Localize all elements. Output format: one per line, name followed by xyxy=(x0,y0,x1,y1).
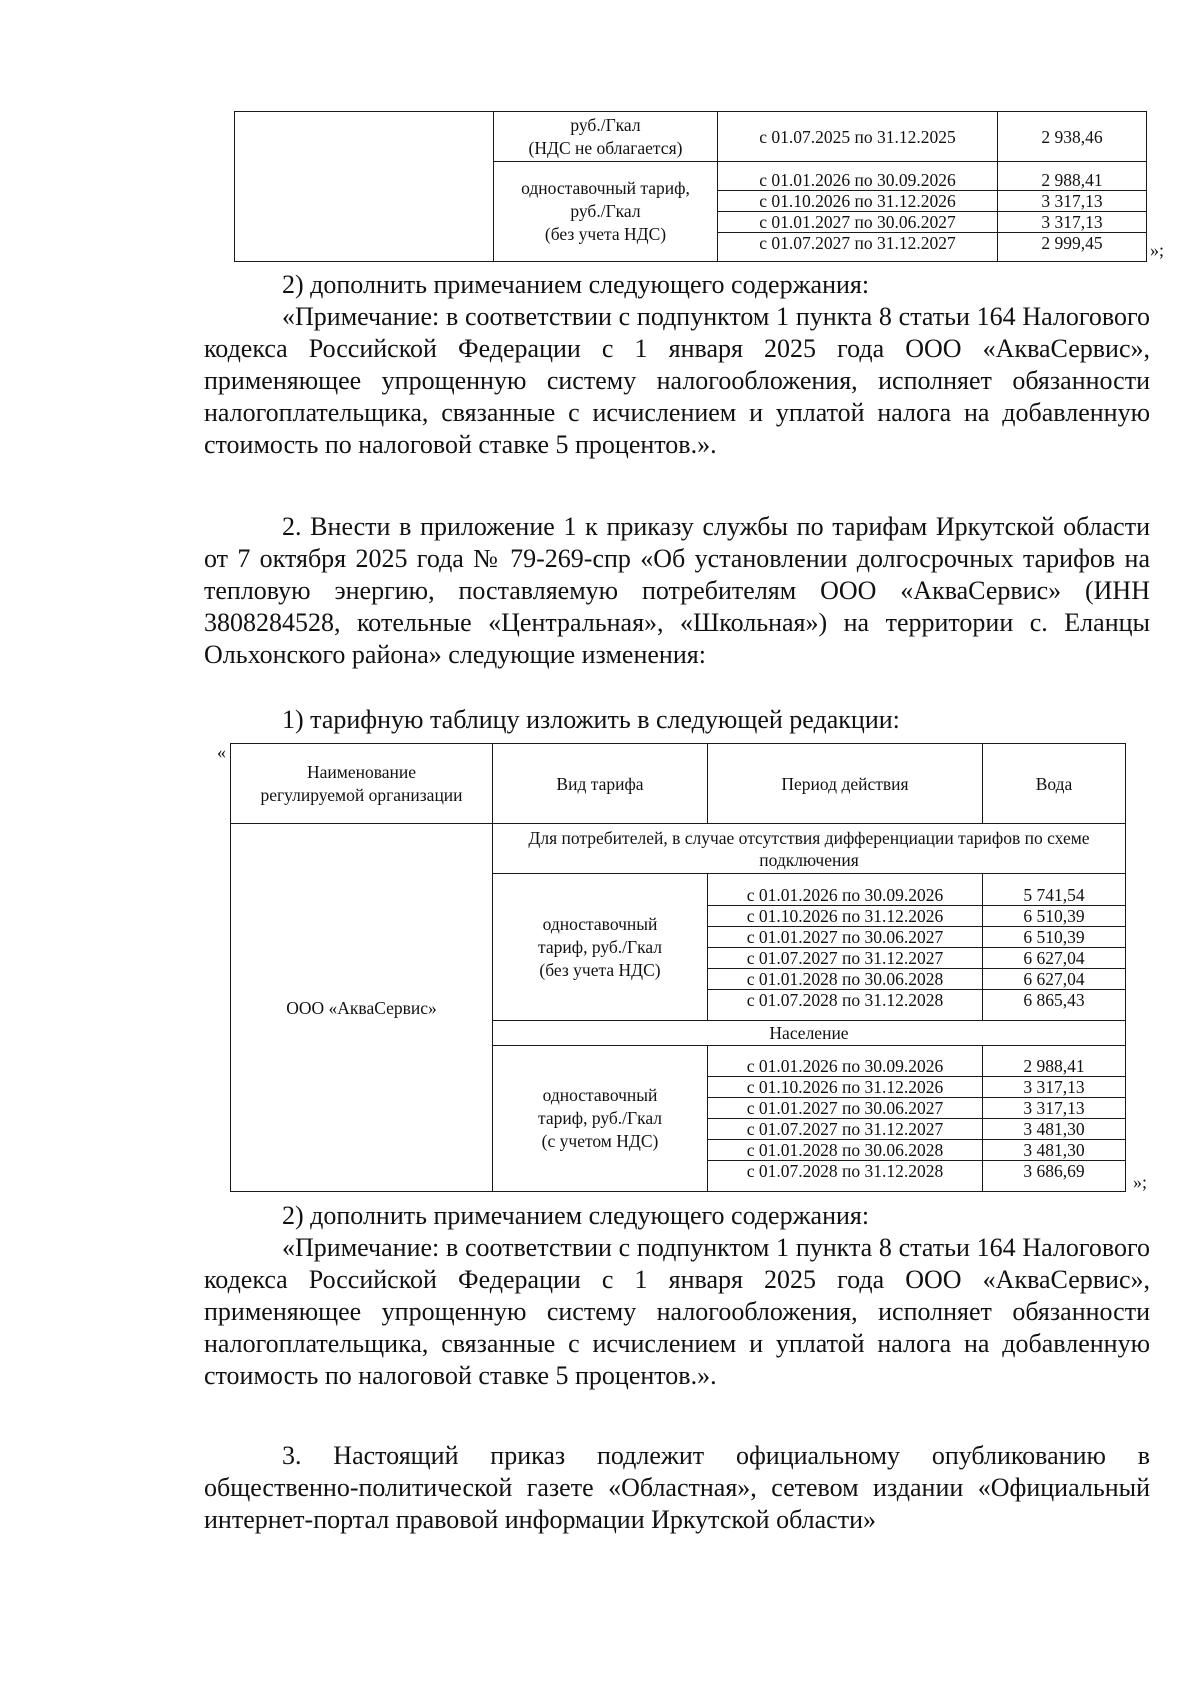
value-cell: 2 999,45 xyxy=(1041,233,1103,253)
note-paragraph: «Примечание: в соответствии с подпунктом 1 пункта 8 статьи 164 Налогового кодекса Российской Федерации с 1 января 2025 года ООО «АкваСервис», применяющее упрощенную систему налогообложения, исполняет обязанности налогоплательщика, связанные с исчислением и уплатой налога на добавленную стоимость по налоговой ставке 5 процентов.». xyxy=(204,302,1150,459)
group-1-value-column xyxy=(983,874,1126,1021)
main-tariff-table xyxy=(230,743,1126,1192)
group-2-tariff-type: одноставочный тариф, руб./Гкал (с учетом НДС) xyxy=(493,1046,708,1192)
section-3-paragraph: 3. Настоящий приказ подлежит официальному опубликованию в общественно-политической газете «Областная», сетевом издании «Официальный интернет-портал правовой информации Иркутской области» xyxy=(204,1441,1150,1534)
value-cell: 3 481,30 xyxy=(983,1140,1125,1161)
period-cell: с 01.07.2028 по 31.12.2028 xyxy=(746,989,944,1010)
value-cell: 3 686,69 xyxy=(1023,1161,1085,1181)
period-cell: с 01.01.2026 по 30.09.2026 xyxy=(718,170,997,191)
period-cell: с 01.10.2026 по 31.12.2026 xyxy=(708,1077,982,1098)
period-cell: с 01.07.2028 по 31.12.2028 xyxy=(746,1161,944,1181)
group-2-title: Население xyxy=(493,1021,1126,1046)
exempt-period-cell: с 01.07.2025 по 31.12.2025 xyxy=(718,112,998,162)
period-cell: с 01.10.2026 по 31.12.2026 xyxy=(718,191,997,212)
value-cell: 6 627,04 xyxy=(983,948,1125,969)
value-cell: 3 317,13 xyxy=(998,212,1146,233)
period-cell: с 01.10.2026 по 31.12.2026 xyxy=(708,906,982,927)
value-cell: 6 627,04 xyxy=(983,969,1125,990)
vat-exempt-unit-cell: руб./Гкал (НДС не облагается) xyxy=(494,112,718,162)
note-item-heading: 2) дополнить примечанием следующего содержания: xyxy=(282,270,870,299)
period-cell: с 01.01.2027 по 30.06.2027 xyxy=(718,212,997,233)
period-cell: с 01.01.2026 по 30.09.2026 xyxy=(708,885,982,906)
group-1-title: Для потребителей, в случае отсутствия дифференциации тарифов по схеме подключения xyxy=(493,824,1126,874)
group-2-value-column xyxy=(983,1046,1126,1192)
period-cell: с 01.01.2026 по 30.09.2026 xyxy=(708,1056,982,1077)
table-item-heading: 1) тарифную таблицу изложить в следующей редакции: xyxy=(282,705,900,734)
header-period: Период действия xyxy=(708,744,983,824)
value-column xyxy=(998,162,1147,262)
table-open-quote: « xyxy=(217,742,226,762)
header-water: Вода xyxy=(983,744,1126,824)
note-paragraph: «Примечание: в соответствии с подпунктом 1 пункта 8 статьи 164 Налогового кодекса Российской Федерации с 1 января 2025 года ООО «АкваСервис», применяющее упрощенную систему налогообложения, исполняет обязанности налогоплательщика, связанные с исчислением и уплатой налога на добавленную стоимость по налоговой ставке 5 процентов.». xyxy=(204,1233,1150,1390)
value-cell: 6 865,43 xyxy=(1023,989,1085,1010)
period-cell: с 01.07.2027 по 31.12.2027 xyxy=(708,948,982,969)
period-cell: с 01.01.2027 по 30.06.2027 xyxy=(708,927,982,948)
period-column xyxy=(718,162,998,262)
period-cell: с 01.01.2028 по 30.06.2028 xyxy=(708,969,982,990)
empty-org-cell xyxy=(235,112,494,262)
value-cell: 2 988,41 xyxy=(998,170,1146,191)
top-tariff-table xyxy=(234,111,1147,262)
group-2-period-column xyxy=(708,1046,983,1192)
period-cell: с 01.07.2027 по 31.12.2027 xyxy=(759,233,956,253)
header-tariff-type: Вид тарифа xyxy=(493,744,708,824)
group-1-period-column xyxy=(708,874,983,1021)
value-cell: 2 988,41 xyxy=(983,1056,1125,1077)
value-cell: 3 317,13 xyxy=(998,191,1146,212)
value-cell: 3 317,13 xyxy=(983,1098,1125,1119)
header-org: Наименование регулируемой организации xyxy=(231,744,493,824)
period-cell: с 01.01.2027 по 30.06.2027 xyxy=(708,1098,982,1119)
period-cell: с 01.07.2027 по 31.12.2027 xyxy=(708,1119,982,1140)
period-cell: с 01.01.2028 по 30.06.2028 xyxy=(708,1140,982,1161)
table-close-quote: »; xyxy=(1150,240,1165,260)
section-2-paragraph: 2. Внести в приложение 1 к приказу службы по тарифам Иркутской области от 7 октября 2025 года № 79-269-спр «Об установлении долгосрочных тарифов на тепловую энергию, поставляемую потребителям ООО «АкваСервис» (ИНН 3808284528, котельные «Центральная», «Школьная») на территории с. Еланцы Ольхонского района» следующие изменения: xyxy=(204,512,1150,669)
group-1-tariff-type: одноставочный тариф, руб./Гкал (без учета НДС) xyxy=(493,874,708,1021)
org-name-cell: ООО «АкваСервис» xyxy=(231,824,493,1192)
value-cell: 3 481,30 xyxy=(983,1119,1125,1140)
table-close-quote: »; xyxy=(1133,1172,1148,1192)
tariff-type-cell: одноставочный тариф, руб./Гкал (без учета НДС) xyxy=(494,162,718,262)
value-cell: 6 510,39 xyxy=(983,927,1125,948)
value-cell: 6 510,39 xyxy=(983,906,1125,927)
note-item-heading: 2) дополнить примечанием следующего содержания: xyxy=(282,1201,870,1230)
value-cell: 5 741,54 xyxy=(983,885,1125,906)
value-cell: 3 317,13 xyxy=(983,1077,1125,1098)
exempt-value-cell: 2 938,46 xyxy=(998,112,1147,162)
